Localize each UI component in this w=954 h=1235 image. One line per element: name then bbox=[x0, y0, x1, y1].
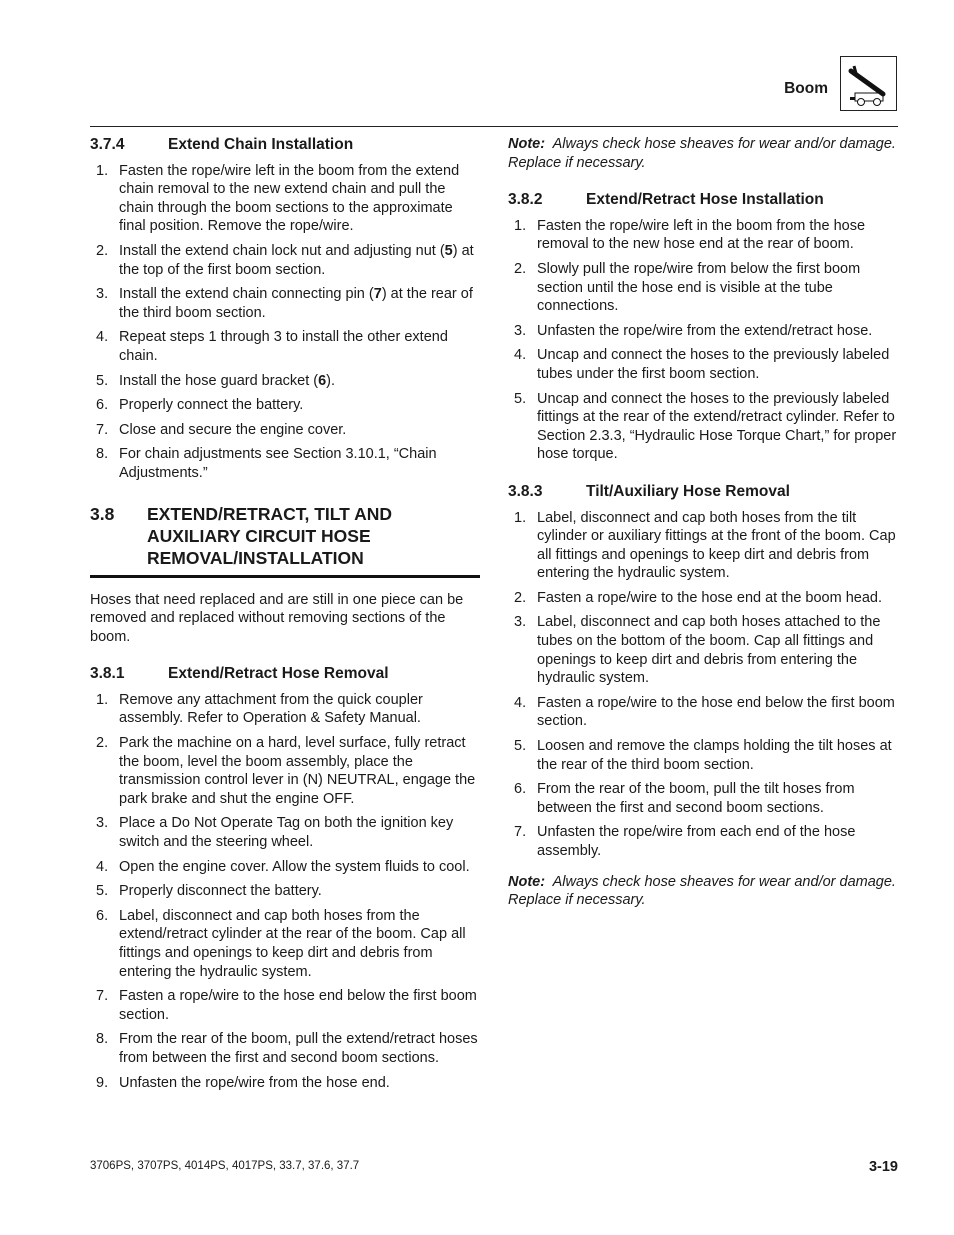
list-item: 7. Unfasten the rope/wire from each end of the hose assembly. bbox=[514, 824, 856, 859]
right-column bbox=[508, 133, 900, 910]
list-item: 6. From the rear of the boom, pull the tilt hoses from between the first and second boom sections. bbox=[514, 781, 855, 816]
section-3-8-heading: 3.8 EXTEND/RETRACT, TILT AND AUXILIARY CIRCUIT HOSE REMOVAL/INSTALLATION bbox=[90, 503, 480, 578]
list-item: 1. Fasten the rope/wire left in the boom from the extend chain removal to the new extend chain and pull the chain through the boom sections to the approximate final position. Remove the rope/wire. bbox=[96, 162, 460, 235]
list-item: 4. Repeat steps 1 through 3 to install the other extend chain. bbox=[96, 329, 448, 364]
list-item: 1. Fasten the rope/wire left in the boom from the hose removal to the new hose end at the rear of boom. bbox=[514, 217, 866, 253]
section-3-8-2-heading: 3.8.2 Extend/Retract Hose Installation bbox=[508, 191, 824, 209]
list-item: 5. Loosen and remove the clamps holding the tilt hoses at the rear of the third boom section. bbox=[514, 738, 892, 773]
section-3-8-1-steps bbox=[90, 691, 480, 1092]
list-item: 7. Fasten a rope/wire to the hose end below the first boom section. bbox=[96, 988, 477, 1023]
left-column bbox=[90, 133, 480, 1098]
section-3-8-1-heading: 3.8.1 Extend/Retract Hose Removal bbox=[90, 665, 389, 683]
note-top: Note: Always check hose sheaves for wear and/or damage. Replace if necessary. bbox=[508, 136, 896, 171]
section-3-8-title: EXTEND/RETRACT, TILT AND AUXILIARY CIRCUIT HOSE REMOVAL/INSTALLATION bbox=[147, 503, 392, 568]
section-rule bbox=[90, 575, 480, 578]
list-item: 5. Uncap and connect the hoses to the previously labeled fittings at the rear of the extend/retract cylinder. Refer to Section 2.3.3, “Hydraulic Hose Torque Chart,” for proper hose torque. bbox=[514, 390, 897, 463]
list-item: 6. Properly connect the battery. bbox=[96, 397, 304, 414]
list-item: 3. Unfasten the rope/wire from the extend/retract hose. bbox=[514, 322, 873, 339]
section-3-7-4-heading: 3.7.4 Extend Chain Installation bbox=[90, 136, 354, 153]
header-section-label: Boom bbox=[784, 80, 828, 97]
section-3-8-intro: Hoses that need replaced and are still in one piece can be removed and replaced without removing sections of the boom. bbox=[90, 591, 464, 645]
list-item: 9. Unfasten the rope/wire from the hose end. bbox=[96, 1074, 390, 1091]
note-bottom: Note: Always check hose sheaves for wear and/or damage. Replace if necessary. bbox=[508, 873, 896, 909]
list-item: 4. Open the engine cover. Allow the system fluids to cool. bbox=[96, 858, 470, 875]
list-item: 2. Fasten a rope/wire to the hose end at the boom head. bbox=[514, 589, 883, 606]
section-3-7-4-steps bbox=[90, 162, 480, 483]
list-item: 3. Label, disconnect and cap both hoses attached to the tubes on the bottom of the boom. Cap all fittings and openings to keep dirt and debris from entering the hydraulic system. bbox=[514, 614, 881, 687]
footer-models: 3706PS, 3707PS, 4014PS, 4017PS, 33.7, 37.6, 37.7 bbox=[90, 1160, 360, 1172]
list-item: 2. Install the extend chain lock nut and adjusting nut (5) at the top of the first boom section. bbox=[96, 242, 474, 278]
list-item: 2. Slowly pull the rope/wire from below the first boom section until the hose end is visible at the tube connections. bbox=[514, 260, 861, 315]
section-3-8-3-steps bbox=[508, 509, 900, 861]
page-number: 3-19 bbox=[868, 1159, 898, 1175]
list-item: 4. Uncap and connect the hoses to the previously labeled tubes under the first boom section. bbox=[514, 347, 890, 382]
telehandler-logo-icon bbox=[840, 56, 897, 111]
list-item: 3. Install the extend chain connecting pin (7) at the rear of the third boom section. bbox=[96, 286, 473, 321]
section-3-8-3-heading: 3.8.3 Tilt/Auxiliary Hose Removal bbox=[508, 482, 790, 500]
list-item: 8. For chain adjustments see Section 3.10.1, “Chain Adjustments.” bbox=[96, 446, 437, 481]
list-item: 1. Label, disconnect and cap both hoses from the tilt cylinder or auxiliary fittings at the front of the boom. Cap all fittings and openings to keep dirt and debris from entering the hydraulic system. bbox=[514, 509, 896, 582]
list-item: 2. Park the machine on a hard, level surface, fully retract the boom, level the boom assembly, place the transmission control lever in (N) NEUTRAL, engage the park brake and shut the engine OFF. bbox=[96, 735, 476, 807]
list-item: 5. Install the hose guard bracket (6). bbox=[96, 372, 336, 389]
list-item: 7. Close and secure the engine cover. bbox=[96, 421, 347, 438]
list-item: 4. Fasten a rope/wire to the hose end below the first boom section. bbox=[514, 694, 895, 730]
list-item: 1. Remove any attachment from the quick coupler assembly. Refer to Operation & Safety Manual. bbox=[96, 691, 423, 727]
list-item: 3. Place a Do Not Operate Tag on both the ignition key switch and the steering wheel. bbox=[96, 815, 454, 851]
section-3-8-2-steps bbox=[508, 217, 900, 464]
list-item: 6. Label, disconnect and cap both hoses from the extend/retract cylinder at the rear of the boom. Cap all fittings and openings to keep dirt and debris from entering the hydraulic system. bbox=[96, 907, 466, 980]
list-item: 5. Properly disconnect the battery. bbox=[96, 883, 322, 900]
header-rule bbox=[90, 126, 898, 127]
list-item: 8. From the rear of the boom, pull the extend/retract hoses from between the first and second boom sections. bbox=[96, 1031, 478, 1066]
